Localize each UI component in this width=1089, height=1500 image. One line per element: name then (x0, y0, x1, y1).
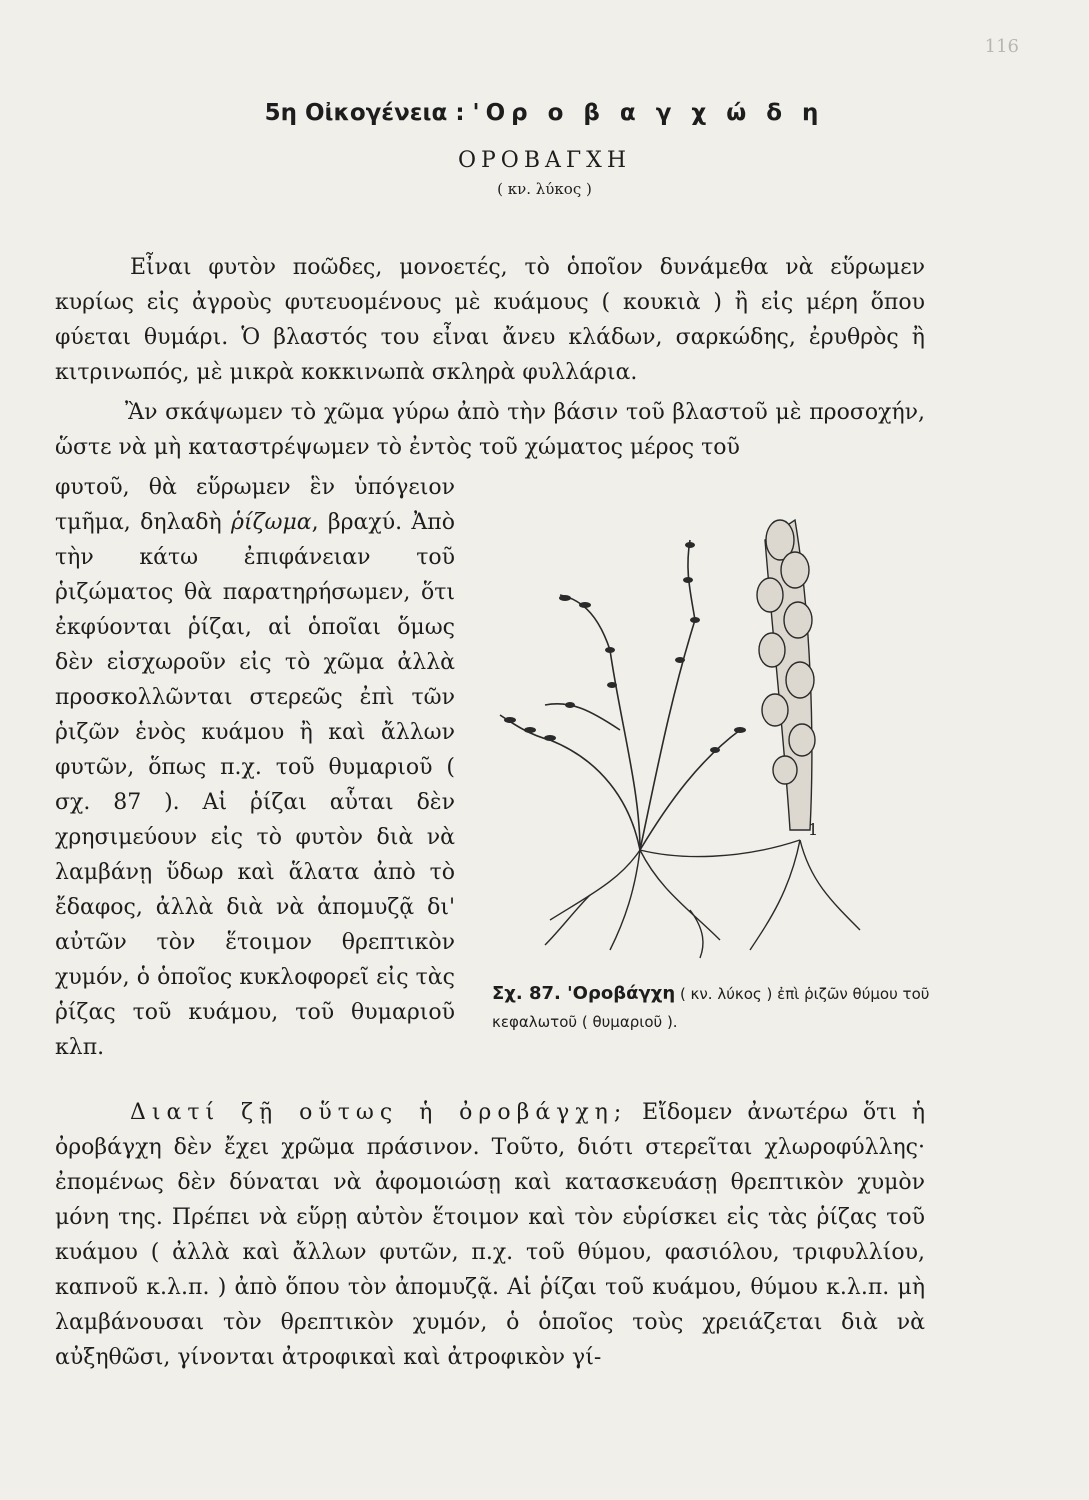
family-heading-prefix: 5η Οἰκογένεια : (264, 100, 473, 126)
page-number: 116 (984, 36, 1019, 57)
common-name: ( κν. λύκος ) (497, 180, 592, 198)
figure-caption (492, 980, 932, 1036)
figure-caption-text: ( κν. λύκος ) ἐπὶ ῥιζῶν θύμου τοῦ κεφαλωτοῦ ( θυμαριοῦ ). (492, 985, 930, 1031)
rhizome-text-b: , βραχύ. (311, 510, 403, 535)
rhizome-text-c: Ἀπὸ τὴν κάτω ἐπιφάνειαν τοῦ ῥιζώματος θὰ παρατηρήσωμεν, ὅτι ἐκφύονται ῥίζαι, αἱ ὁποῖαι ὅμως δὲν εἰσχωροῦν εἰς τὸ χῶμα ἀλλὰ προσκολλῶνται στερεῶς ἐπὶ τῶν ῥιζῶν ἑνὸς κυάμου ἢ καὶ ἄλλων φυτῶν, ὅπως π.χ. τοῦ θυμαριοῦ ( σχ. 87 ). Αἱ ῥίζαι αὗται δὲν χρησιμεύουν εἰς τὸ φυτὸν διὰ νὰ λαμβάνῃ ὕδωρ καὶ ἅλατα ἀπὸ τὸ ἔδαφος, ἀλλὰ διὰ νὰ ἀπομυζᾷ δι' αὐτῶν τὸν ἕτοιμον θρεπτικὸν χυμόν, ὁ ὁποῖος κυκλοφορεῖ εἰς τὰς ῥίζας τοῦ κυάμου, τοῦ θυμαριοῦ κλπ. (55, 510, 455, 1060)
rhizome-term: ῥίζωμα (231, 510, 312, 535)
paragraph-digging: Ἂν σκάψωμεν τὸ χῶμα γύρω ἀπὸ τὴν βάσιν τοῦ βλαστοῦ μὲ προσοχήν, ὥστε νὰ μὴ καταστρέψωμεν τὸ ἐντὸς τοῦ χώματος μέρος τοῦ (55, 400, 925, 460)
section-title: ΟΡΟΒΑΓΧΗ (457, 148, 632, 173)
figure-marker: 1 (808, 820, 819, 839)
family-heading-name: 'Ορ ο β α γ χ ώ δ η (472, 100, 825, 126)
paragraph-why-lead: Διατί ζῇ οὕτως ἡ ὀροβάγχη; (130, 1100, 628, 1125)
paragraph-why (55, 1095, 925, 1375)
paragraph-rhizome (55, 470, 455, 1065)
paragraph-why-text: Εἴδομεν ἀνωτέρω ὅτι ἡ ὀροβάγχη δὲν ἔχει χρῶμα πράσινον. Τοῦτο, διότι στερεῖται χλωροφύλλης· ἐπομένως δὲν δύναται νὰ ἀφομοιώσῃ καὶ κατασκευάσῃ θρεπτικὸν χυμὸν μόνη της. Πρέπει νὰ εὕρῃ αὐτὸν ἕτοιμον καὶ τὸν εὑρίσκει εἰς τὰς ῥίζας τοῦ κυάμου ( ἀλλὰ καὶ ἄλλων φυτῶν, π.χ. τοῦ θύμου, φασιόλου, τριφυλλίου, καπνοῦ κ.λ.π. ) ἀπὸ ὅπου τὸν ἀπομυζᾷ. Αἱ ῥίζαι τοῦ κυάμου, θύμου κ.λ.π. μὴ λαμβάνουσαι τὸν θρεπτικὸν χυμόν, ὁ ὁποῖος τοὺς χρειάζεται διὰ νὰ αὐξηθῶσι, γίνονται ἀτροφικαὶ καὶ ἀτροφικὸν γί- (55, 1100, 925, 1370)
orobanche-illustration (490, 500, 930, 960)
paragraph-description: Εἶναι φυτὸν ποῶδες, μονοετές, τὸ ὁποῖον δυνάμεθα νὰ εὕρωμεν κυρίως εἰς ἀγροὺς φυτευομένους μὲ κυάμους ( κουκιὰ ) ἢ εἰς μέρη ὅπου φύεται θυμάρι. Ὁ βλαστός του εἶναι ἄνευ κλάδων, σαρκώδης, ἐρυθρὸς ἢ κιτρινωπός, μὲ μικρὰ κοκκινωπὰ σκληρὰ φυλλάρια. (55, 255, 925, 385)
figure-caption-label: Σχ. 87. 'Οροβάγχη (492, 983, 676, 1004)
family-heading (0, 100, 1089, 126)
rhizome-text-a: φυτοῦ, θὰ εὕρωμεν ἓν ὑπόγειον τμῆμα, δηλαδὴ (55, 475, 455, 535)
